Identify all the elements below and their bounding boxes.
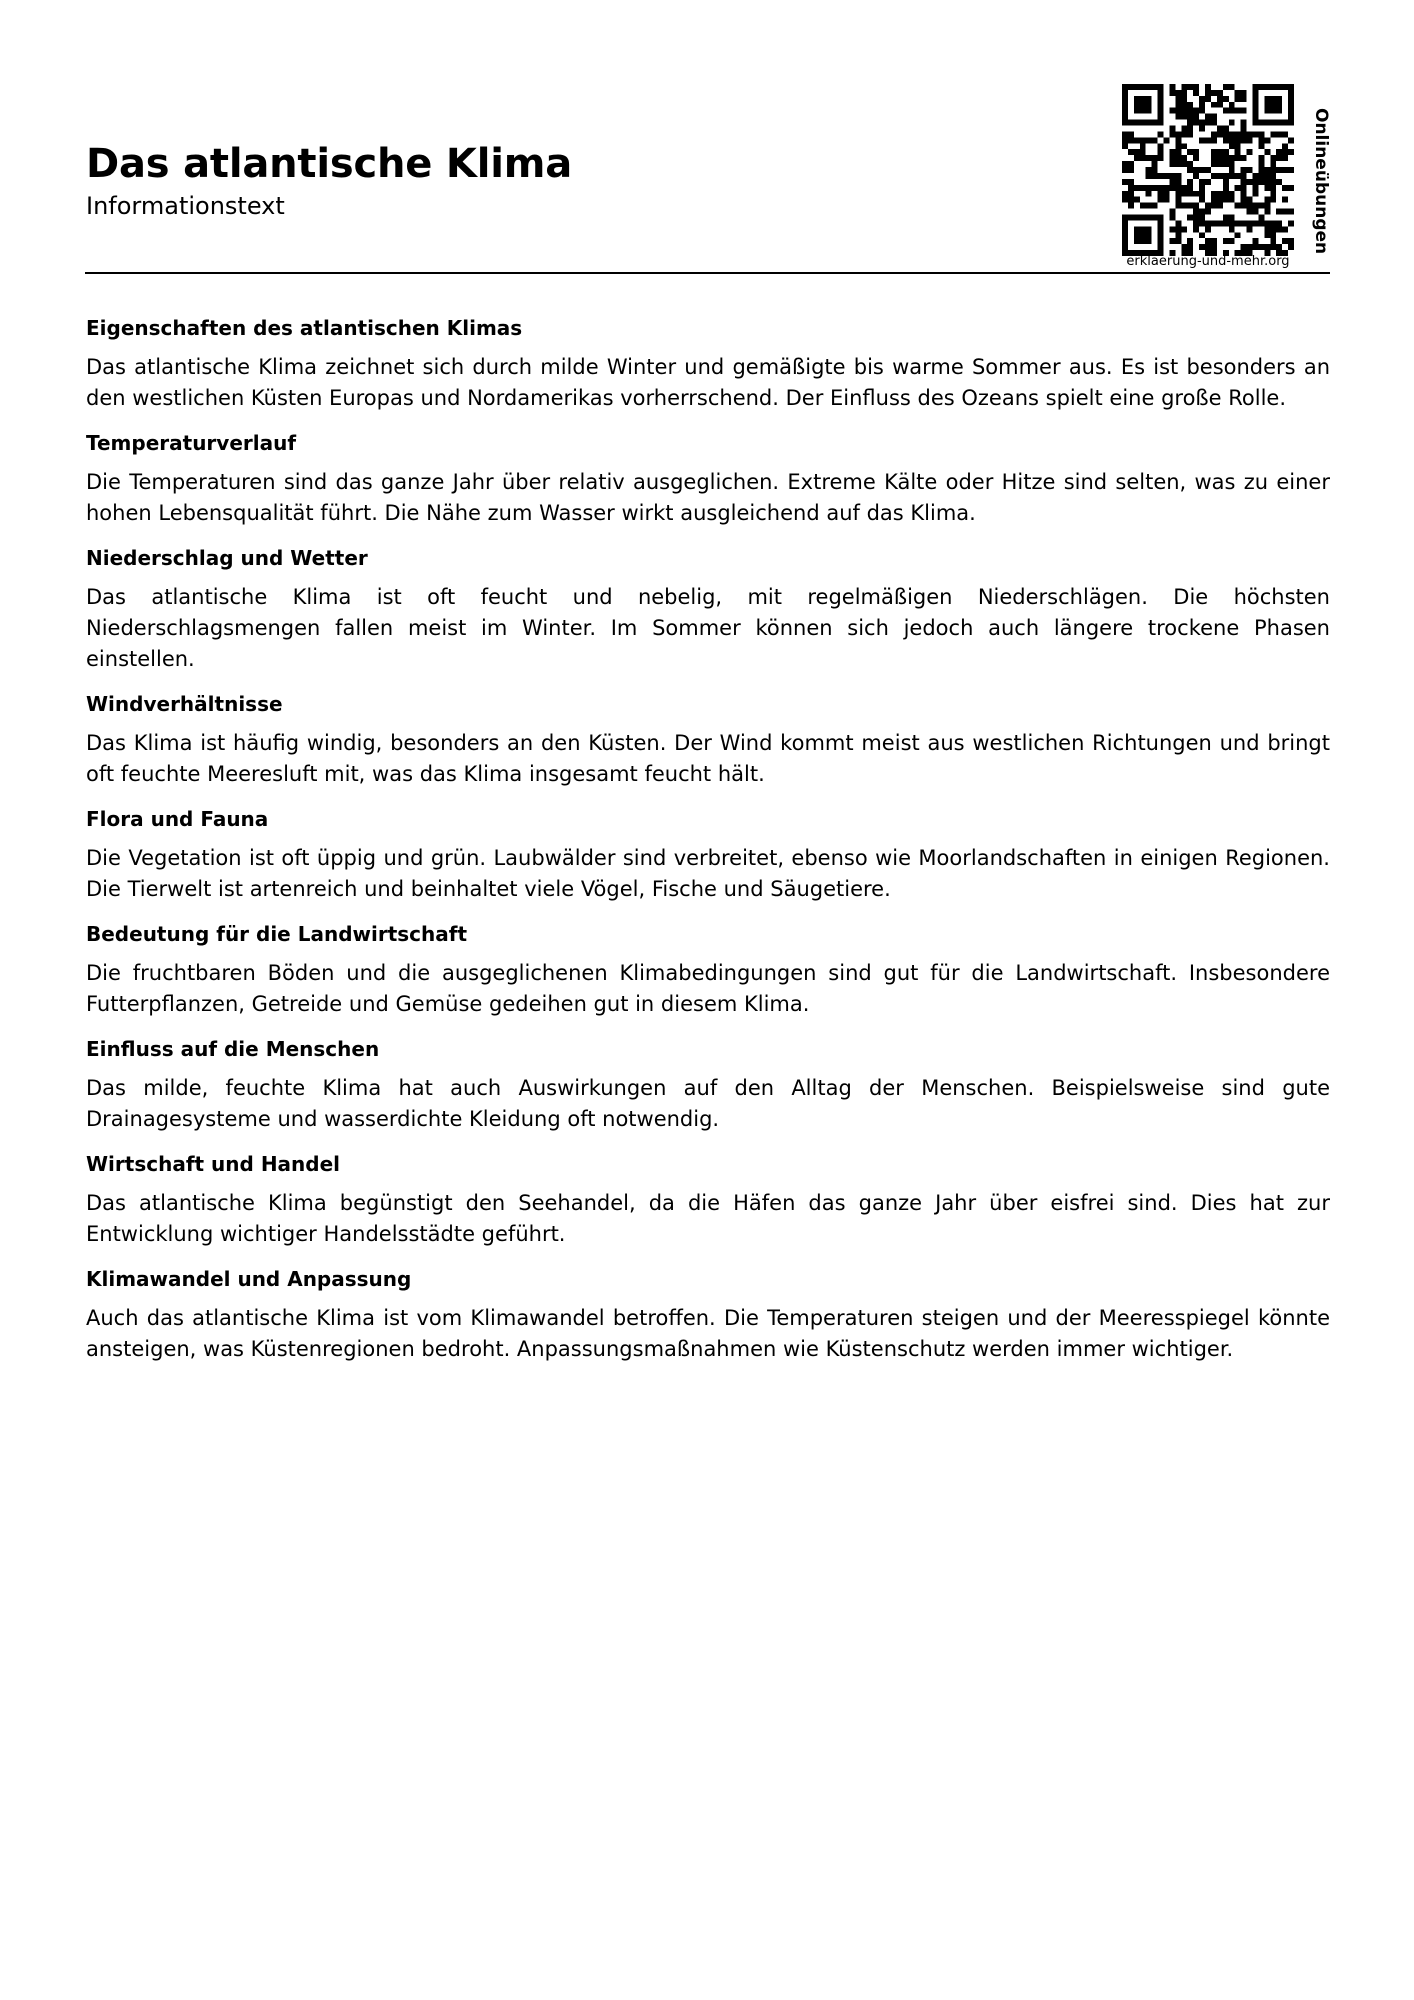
section-properties — [86, 314, 1330, 414]
section-agriculture — [86, 920, 1330, 1020]
section-text: Das atlantische Klima begünstigt den Seehandel, da die Häfen das ganze Jahr über eisfrei sind. Dies hat zur Entwicklung wichtiger Handelsstädte geführt. — [86, 1191, 1330, 1246]
section-heading: Flora und Fauna — [86, 807, 269, 831]
qr-code-icon — [1122, 84, 1294, 256]
section-people — [86, 1035, 1330, 1135]
section-text: Die Vegetation ist oft üppig und grün. Laubwälder sind verbreitet, ebenso wie Moorlandschaften in einigen Regionen. Die Tierwelt ist artenreich und beinhaltet viele Vögel, Fische und Säugetiere. — [86, 846, 1330, 901]
section-text: Das milde, feuchte Klima hat auch Auswirkungen auf den Alltag der Menschen. Beispielsweise sind gute Drainagesysteme und wasserdichte Kleidung oft notwendig. — [86, 1076, 1330, 1131]
section-heading: Niederschlag und Wetter — [86, 546, 368, 570]
section-wind — [86, 690, 1330, 790]
section-text: Das atlantische Klima ist oft feucht und nebelig, mit regelmäßigen Niederschlägen. Die höchsten Niederschlagsmengen fallen meist im Winter. Im Sommer können sich jedoch auch längere trockene Phasen einstellen. — [86, 585, 1330, 671]
section-heading: Bedeutung für die Landwirtschaft — [86, 922, 468, 946]
page-title: Das atlantische Klima — [86, 141, 572, 187]
section-precipitation — [86, 544, 1330, 675]
page-subtitle: Informationstext — [86, 192, 285, 220]
section-text: Auch das atlantische Klima ist vom Klimawandel betroffen. Die Temperaturen steigen und der Meeresspiegel könnte ansteigen, was Küstenregionen bedroht. Anpassungsmaßnahmen wie Küstenschutz werden immer wichtiger. — [86, 1306, 1330, 1361]
section-text: Die fruchtbaren Böden und die ausgeglichenen Klimabedingungen sind gut für die Landwirtschaft. Insbesondere Futterpflanzen, Getreide und Gemüse gedeihen gut in diesem Klima. — [86, 961, 1330, 1016]
section-climate-change — [86, 1265, 1330, 1365]
section-heading: Windverhältnisse — [86, 692, 283, 716]
document-body — [86, 314, 1330, 1380]
section-text: Die Temperaturen sind das ganze Jahr über relativ ausgeglichen. Extreme Kälte oder Hitze sind selten, was zu einer hohen Lebensqualität führt. Die Nähe zum Wasser wirkt ausgleichend auf das Klima. — [86, 470, 1330, 525]
section-heading: Eigenschaften des atlantischen Klimas — [86, 316, 523, 340]
section-heading: Temperaturverlauf — [86, 431, 297, 455]
qr-url[interactable]: erklaerung-und-mehr.org — [1126, 254, 1290, 269]
section-text: Das atlantische Klima zeichnet sich durch milde Winter und gemäßigte bis warme Sommer aus. Es ist besonders an den westlichen Küsten Europas und Nordamerikas vorherrschend. Der Einfluss des Ozeans spielt eine große Rolle. — [86, 355, 1330, 410]
section-heading: Wirtschaft und Handel — [86, 1152, 341, 1176]
section-economy — [86, 1150, 1330, 1250]
qr-side-label: Onlineübungen — [1311, 108, 1331, 255]
section-heading: Klimawandel und Anpassung — [86, 1267, 412, 1291]
section-temperature — [86, 429, 1330, 529]
section-flora-fauna — [86, 805, 1330, 905]
section-text: Das Klima ist häufig windig, besonders an den Küsten. Der Wind kommt meist aus westlichen Richtungen und bringt oft feuchte Meeresluft mit, was das Klima insgesamt feucht hält. — [86, 731, 1330, 786]
section-heading: Einfluss auf die Menschen — [86, 1037, 380, 1061]
header-divider — [85, 272, 1330, 274]
qr-code[interactable] — [1122, 84, 1294, 256]
